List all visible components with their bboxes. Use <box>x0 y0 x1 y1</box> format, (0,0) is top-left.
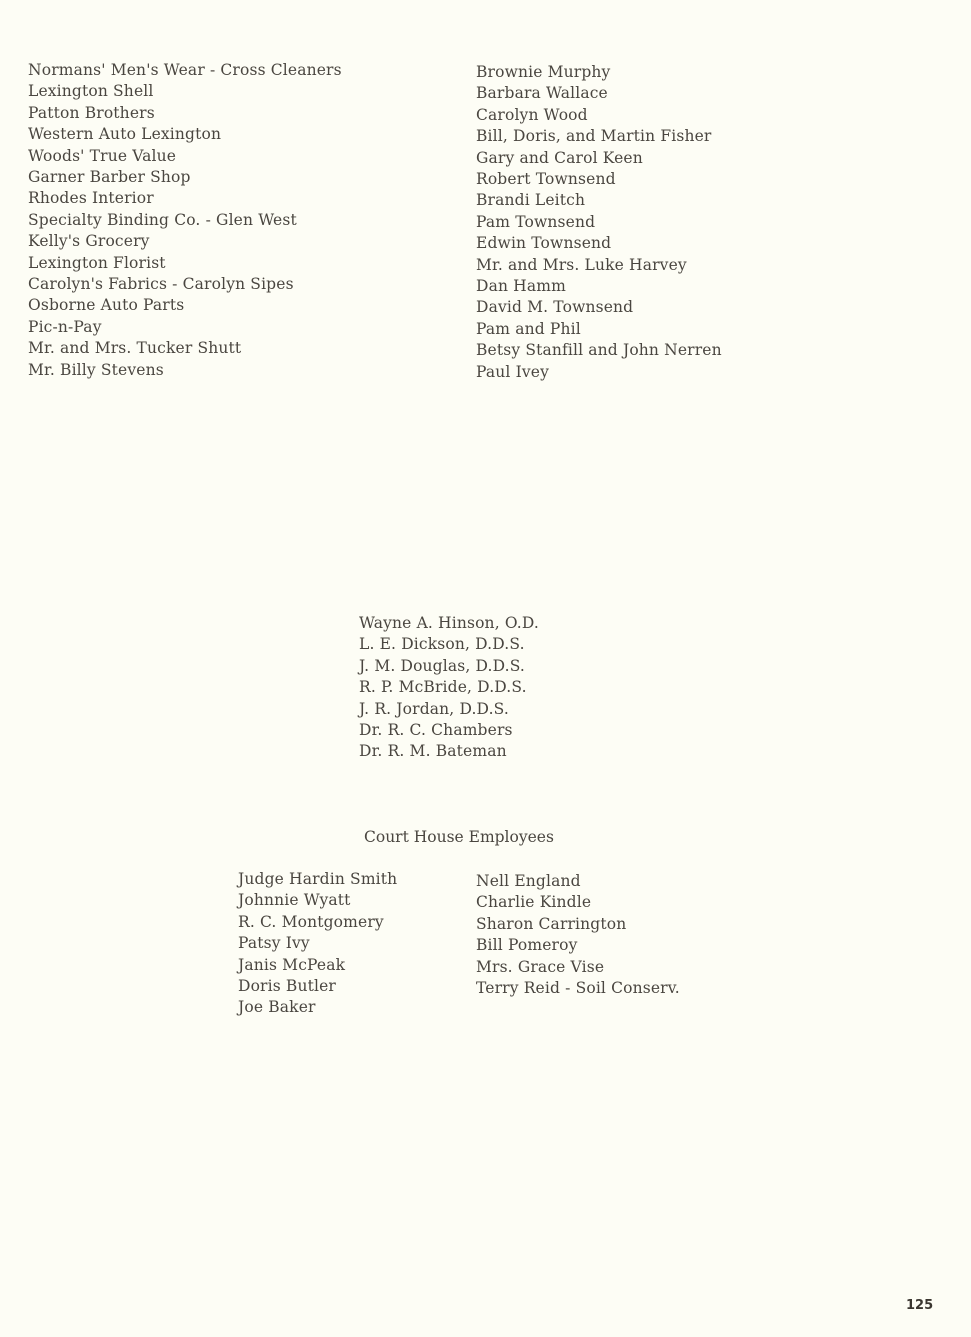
list-item: Wayne A. Hinson, O.D. <box>359 614 539 632</box>
list-item: Paul Ivey <box>476 362 549 381</box>
list-item: Pic-n-Pay <box>28 317 102 336</box>
list-item: R. P. McBride, D.D.S. <box>359 678 527 697</box>
page-number: 125 <box>906 1298 934 1313</box>
list-item: Bill, Doris, and Martin Fisher <box>476 127 712 146</box>
list-item: Carolyn's Fabrics - Carolyn Sipes <box>28 275 294 294</box>
doctors-list <box>359 613 539 763</box>
list-item: Osborne Auto Parts <box>28 296 185 315</box>
list-item: Brownie Murphy <box>476 63 611 81</box>
list-item: Lexington Florist <box>28 253 166 272</box>
list-item: Mr. and Mrs. Luke Harvey <box>476 255 687 274</box>
list-item: Sharon Carrington <box>476 914 627 933</box>
list-item: Doris Butler <box>238 977 336 996</box>
list-item: Brandi Leitch <box>476 191 586 210</box>
court-house-heading: Court House Employees <box>364 828 554 846</box>
list-item: Dr. R. C. Chambers <box>359 721 513 740</box>
court-house-right-list <box>476 871 680 999</box>
court-house-left-list <box>238 869 397 1019</box>
list-item: Nell England <box>476 872 581 890</box>
list-item: David M. Townsend <box>476 298 634 317</box>
list-item: Mr. Billy Stevens <box>28 360 164 379</box>
list-item: Dr. R. M. Bateman <box>359 742 507 761</box>
list-item: Gary and Carol Keen <box>476 148 643 167</box>
list-item: Terry Reid - Soil Conserv. <box>476 979 680 998</box>
list-item: Specialty Binding Co. - Glen West <box>28 210 297 229</box>
list-item: Johnnie Wyatt <box>238 891 351 910</box>
list-item: Western Auto Lexington <box>28 125 222 144</box>
list-item: Judge Hardin Smith <box>238 870 398 888</box>
list-item: Barbara Wallace <box>476 84 608 103</box>
list-item: Robert Townsend <box>476 170 616 189</box>
list-item: Janis McPeak <box>238 955 346 974</box>
list-item: Lexington Shell <box>28 82 154 101</box>
list-item: Carolyn Wood <box>476 105 588 124</box>
list-item: Pam Townsend <box>476 212 596 231</box>
list-item: Normans' Men's Wear - Cross Cleaners <box>28 61 342 79</box>
list-item: Pam and Phil <box>476 319 581 338</box>
list-item: Woods' True Value <box>28 146 177 165</box>
list-item: J. M. Douglas, D.D.S. <box>359 656 526 675</box>
list-item: Edwin Townsend <box>476 234 612 253</box>
list-item: Kelly's Grocery <box>28 232 150 251</box>
list-item: Mrs. Grace Vise <box>476 957 605 976</box>
sponsors-left-list <box>28 60 342 381</box>
list-item: Bill Pomeroy <box>476 936 578 955</box>
list-item: Charlie Kindle <box>476 893 592 912</box>
list-item: Patsy Ivy <box>238 934 310 953</box>
list-item: Dan Hamm <box>476 277 566 296</box>
sponsors-right-list <box>476 62 722 383</box>
list-item: Mr. and Mrs. Tucker Shutt <box>28 339 242 358</box>
list-item: L. E. Dickson, D.D.S. <box>359 635 525 654</box>
list-item: R. C. Montgomery <box>238 912 384 931</box>
list-item: Joe Baker <box>238 998 316 1017</box>
list-item: J. R. Jordan, D.D.S. <box>359 699 509 718</box>
list-item: Garner Barber Shop <box>28 168 191 187</box>
list-item: Patton Brothers <box>28 103 155 122</box>
list-item: Rhodes Interior <box>28 189 154 208</box>
list-item: Betsy Stanfill and John Nerren <box>476 341 722 360</box>
